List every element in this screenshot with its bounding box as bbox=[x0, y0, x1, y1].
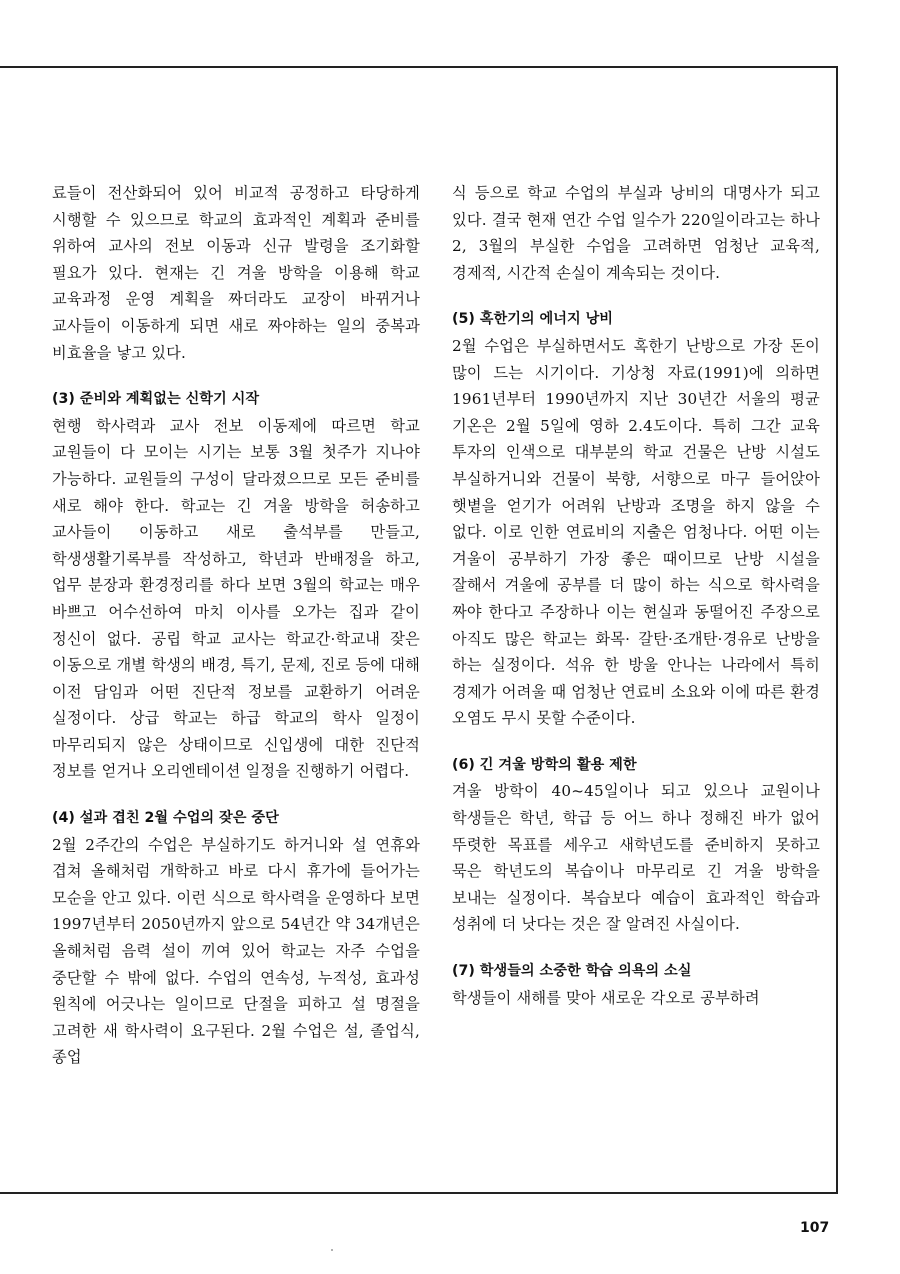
paragraph-continued: 료들이 전산화되어 있어 비교적 공정하고 타당하게 시행할 수 있으므로 학교의 효과적인 계획과 준비를 위하여 교사의 전보 이동과 신규 발령을 조기화할 필요가 있다. 현재는 긴 겨울 방학을 이용해 학교 교육과정 운영 계획을 짜더라도 교장이 바뀌거나 교사들이 이동하게 되면 새로 짜야하는 일의 중복과 비효율을 낳고 있다. bbox=[52, 184, 420, 362]
paragraph-section-4: 2월 2주간의 수업은 부실하기도 하거니와 설 연휴와 겹쳐 올해처럼 개학하고 바로 다시 휴가에 들어가는 모순을 안고 있다. 이런 식으로 학사력을 운영하다 보면 1997년부터 2050년까지 앞으로 54년간 약 34개년은 올해처럼 음력 설이 끼여 있어 학교는 자주 수업을 중단할 수 밖에 없다. 수업의 연속성, 누적성, 효과성 원칙에 어긋나는 일이므로 단절을 피하고 설 명절을 고려한 새 학사력이 요구된다. 2월 수업은 설, 졸업식, 종업 bbox=[52, 835, 420, 1067]
scan-speck bbox=[331, 1249, 333, 1251]
section-heading-6: (6) 긴 겨울 방학의 활용 제한 bbox=[452, 756, 637, 773]
paragraph-section-5: 2월 수업은 부실하면서도 혹한기 난방으로 가장 돈이 많이 드는 시기이다. 기상청 자료(1991)에 의하면 1961년부터 1990년까지 지난 30년간 서울의 평균 기온은 2월 5일에 영하 2.4도이다. 특히 그간 교육 투자의 인색으로 대부분의 학교 건물은 난방 시설도 부실하거니와 건물이 북향, 서향으로 마구 들어앉아 햇볕을 얻기가 어려워 난방과 조명을 하지 않을 수 없다. 이로 인한 연료비의 지출은 엄청나다. 어떤 이는 겨울이 공부하기 가장 좋은 때이므로 난방 시설을 잘해서 겨울에 공부를 더 많이 하는 식으로 학사력을 짜야 한다고 주장하나 이는 현실과 동떨어진 주장으로 아직도 많은 학교는 화목· 갈탄·조개탄·경유로 난방을 하는 실정이다. 석유 한 방울 안나는 나라에서 특히 경제가 어려울 때 엄청난 연료비 소요와 이에 따른 환경 오염도 무시 못할 수준이다. bbox=[452, 336, 820, 728]
section-heading-4: (4) 설과 겹친 2월 수업의 잦은 중단 bbox=[52, 810, 279, 827]
left-column bbox=[52, 180, 420, 1071]
section-heading-5: (5) 혹한기의 에너지 낭비 bbox=[452, 311, 614, 328]
frame-bottom-rule bbox=[0, 1192, 838, 1194]
paragraph-section-6: 겨울 방학이 40~45일이나 되고 있으나 교원이나 학생들은 학년, 학급 등 어느 하나 정해진 바가 없어 뚜렷한 목표를 세우고 새학년도를 준비하지 못하고 묵은 학년도의 복습이나 마무리로 긴 겨울 방학을 보내는 실정이다. 복습보다 예습이 효과적인 학습과 성취에 더 낫다는 것은 잘 알려진 사실이다. bbox=[452, 782, 820, 934]
paragraph-section-3: 현행 학사력과 교사 전보 이동제에 따르면 학교 교원들이 다 모이는 시기는 보통 3월 첫주가 지나야 가능하다. 교원들의 구성이 달라졌으므로 모든 준비를 새로 해야 한다. 학교는 긴 겨울 방학을 허송하고 교사들이 이동하고 새로 출석부를 만들고, 학생생활기록부를 작성하고, 학년과 반배정을 하고, 업무 분장과 환경정리를 하다 보면 3월의 학교는 매우 바쁘고 어수선하여 마치 이사를 오가는 집과 같이 정신이 없다. 공립 학교 교사는 학교간·학교내 잦은 이동으로 개별 학생의 배경, 특기, 문제, 진로 등에 대해 이전 담임과 어떤 진단적 정보를 교환하기 어려운 실정이다. 상급 학교는 하급 학교의 학사 일정이 마무리되지 않은 상태이므로 신입생에 대한 진단적 정보를 얻거나 오리엔테이션 일정을 진행하기 어렵다. bbox=[52, 416, 420, 781]
section-heading-3: (3) 준비와 계획없는 신학기 시작 bbox=[52, 391, 260, 408]
page-number: 107 bbox=[800, 1220, 830, 1236]
section-heading-7: (7) 학생들의 소중한 학습 의욕의 소실 bbox=[452, 963, 692, 980]
paragraph-continued-right: 식 등으로 학교 수업의 부실과 낭비의 대명사가 되고 있다. 결국 현재 연간 수업 일수가 220일이라고는 하나 2, 3월의 부실한 수업을 고려하면 엄청난 교육적, 경제적, 시간적 손실이 계속되는 것이다. bbox=[452, 184, 820, 282]
right-column bbox=[452, 180, 820, 1011]
frame-top-rule bbox=[0, 66, 838, 68]
frame-right-rule bbox=[836, 66, 838, 1194]
paragraph-section-7: 학생들이 새해를 맞아 새로운 각오로 공부하려 bbox=[452, 988, 760, 1007]
